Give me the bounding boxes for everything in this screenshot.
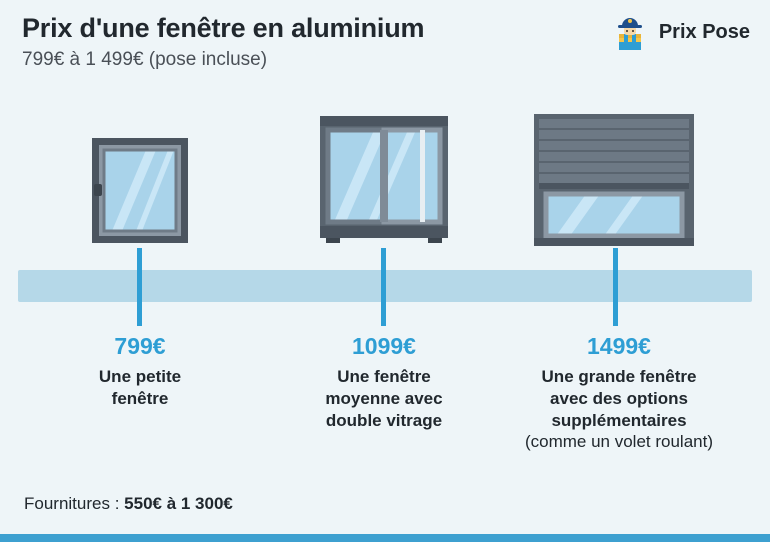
price-value: 1499€ — [587, 333, 651, 359]
caption-line: double vitrage — [325, 410, 443, 430]
caption-line: moyenne avec — [325, 388, 443, 408]
price-column-3 — [512, 333, 726, 453]
caption-line: Une grande fenêtre — [541, 367, 697, 386]
footnote — [24, 494, 233, 514]
price-column-1 — [45, 333, 235, 410]
footnote-value: 550€ à 1 300€ — [124, 494, 233, 513]
brand — [610, 12, 750, 52]
price-caption-note: (comme un volet roulant) — [524, 432, 714, 452]
price-caption — [512, 366, 726, 431]
page-subtitle: 799€ à 1 499€ (pose incluse) — [22, 49, 268, 71]
footnote-label: Fournitures : — [24, 494, 125, 513]
timeline-tick-1 — [137, 248, 142, 326]
sliding-window-icon — [320, 116, 448, 248]
price-value: 1099€ — [352, 333, 416, 359]
caption-line: Une petite — [98, 367, 182, 386]
bottom-accent-bar — [0, 534, 770, 542]
price-value: 799€ — [114, 333, 166, 359]
brand-label: Prix Pose — [658, 20, 750, 43]
caption-line: supplémentaires — [551, 410, 687, 430]
worker-helmet-icon — [610, 12, 650, 52]
caption-line: avec des options — [550, 388, 688, 408]
caption-line: Une fenêtre — [337, 367, 431, 386]
page-title: Prix d'une fenêtre en aluminium — [22, 13, 425, 43]
timeline-tick-3 — [613, 248, 618, 326]
price-caption — [45, 366, 235, 410]
price-column-2 — [288, 333, 480, 431]
price-caption — [288, 366, 480, 431]
small-window-icon — [92, 138, 188, 248]
window-with-shutter-icon — [534, 114, 694, 251]
timeline-tick-2 — [381, 248, 386, 326]
caption-line: fenêtre — [111, 388, 169, 408]
